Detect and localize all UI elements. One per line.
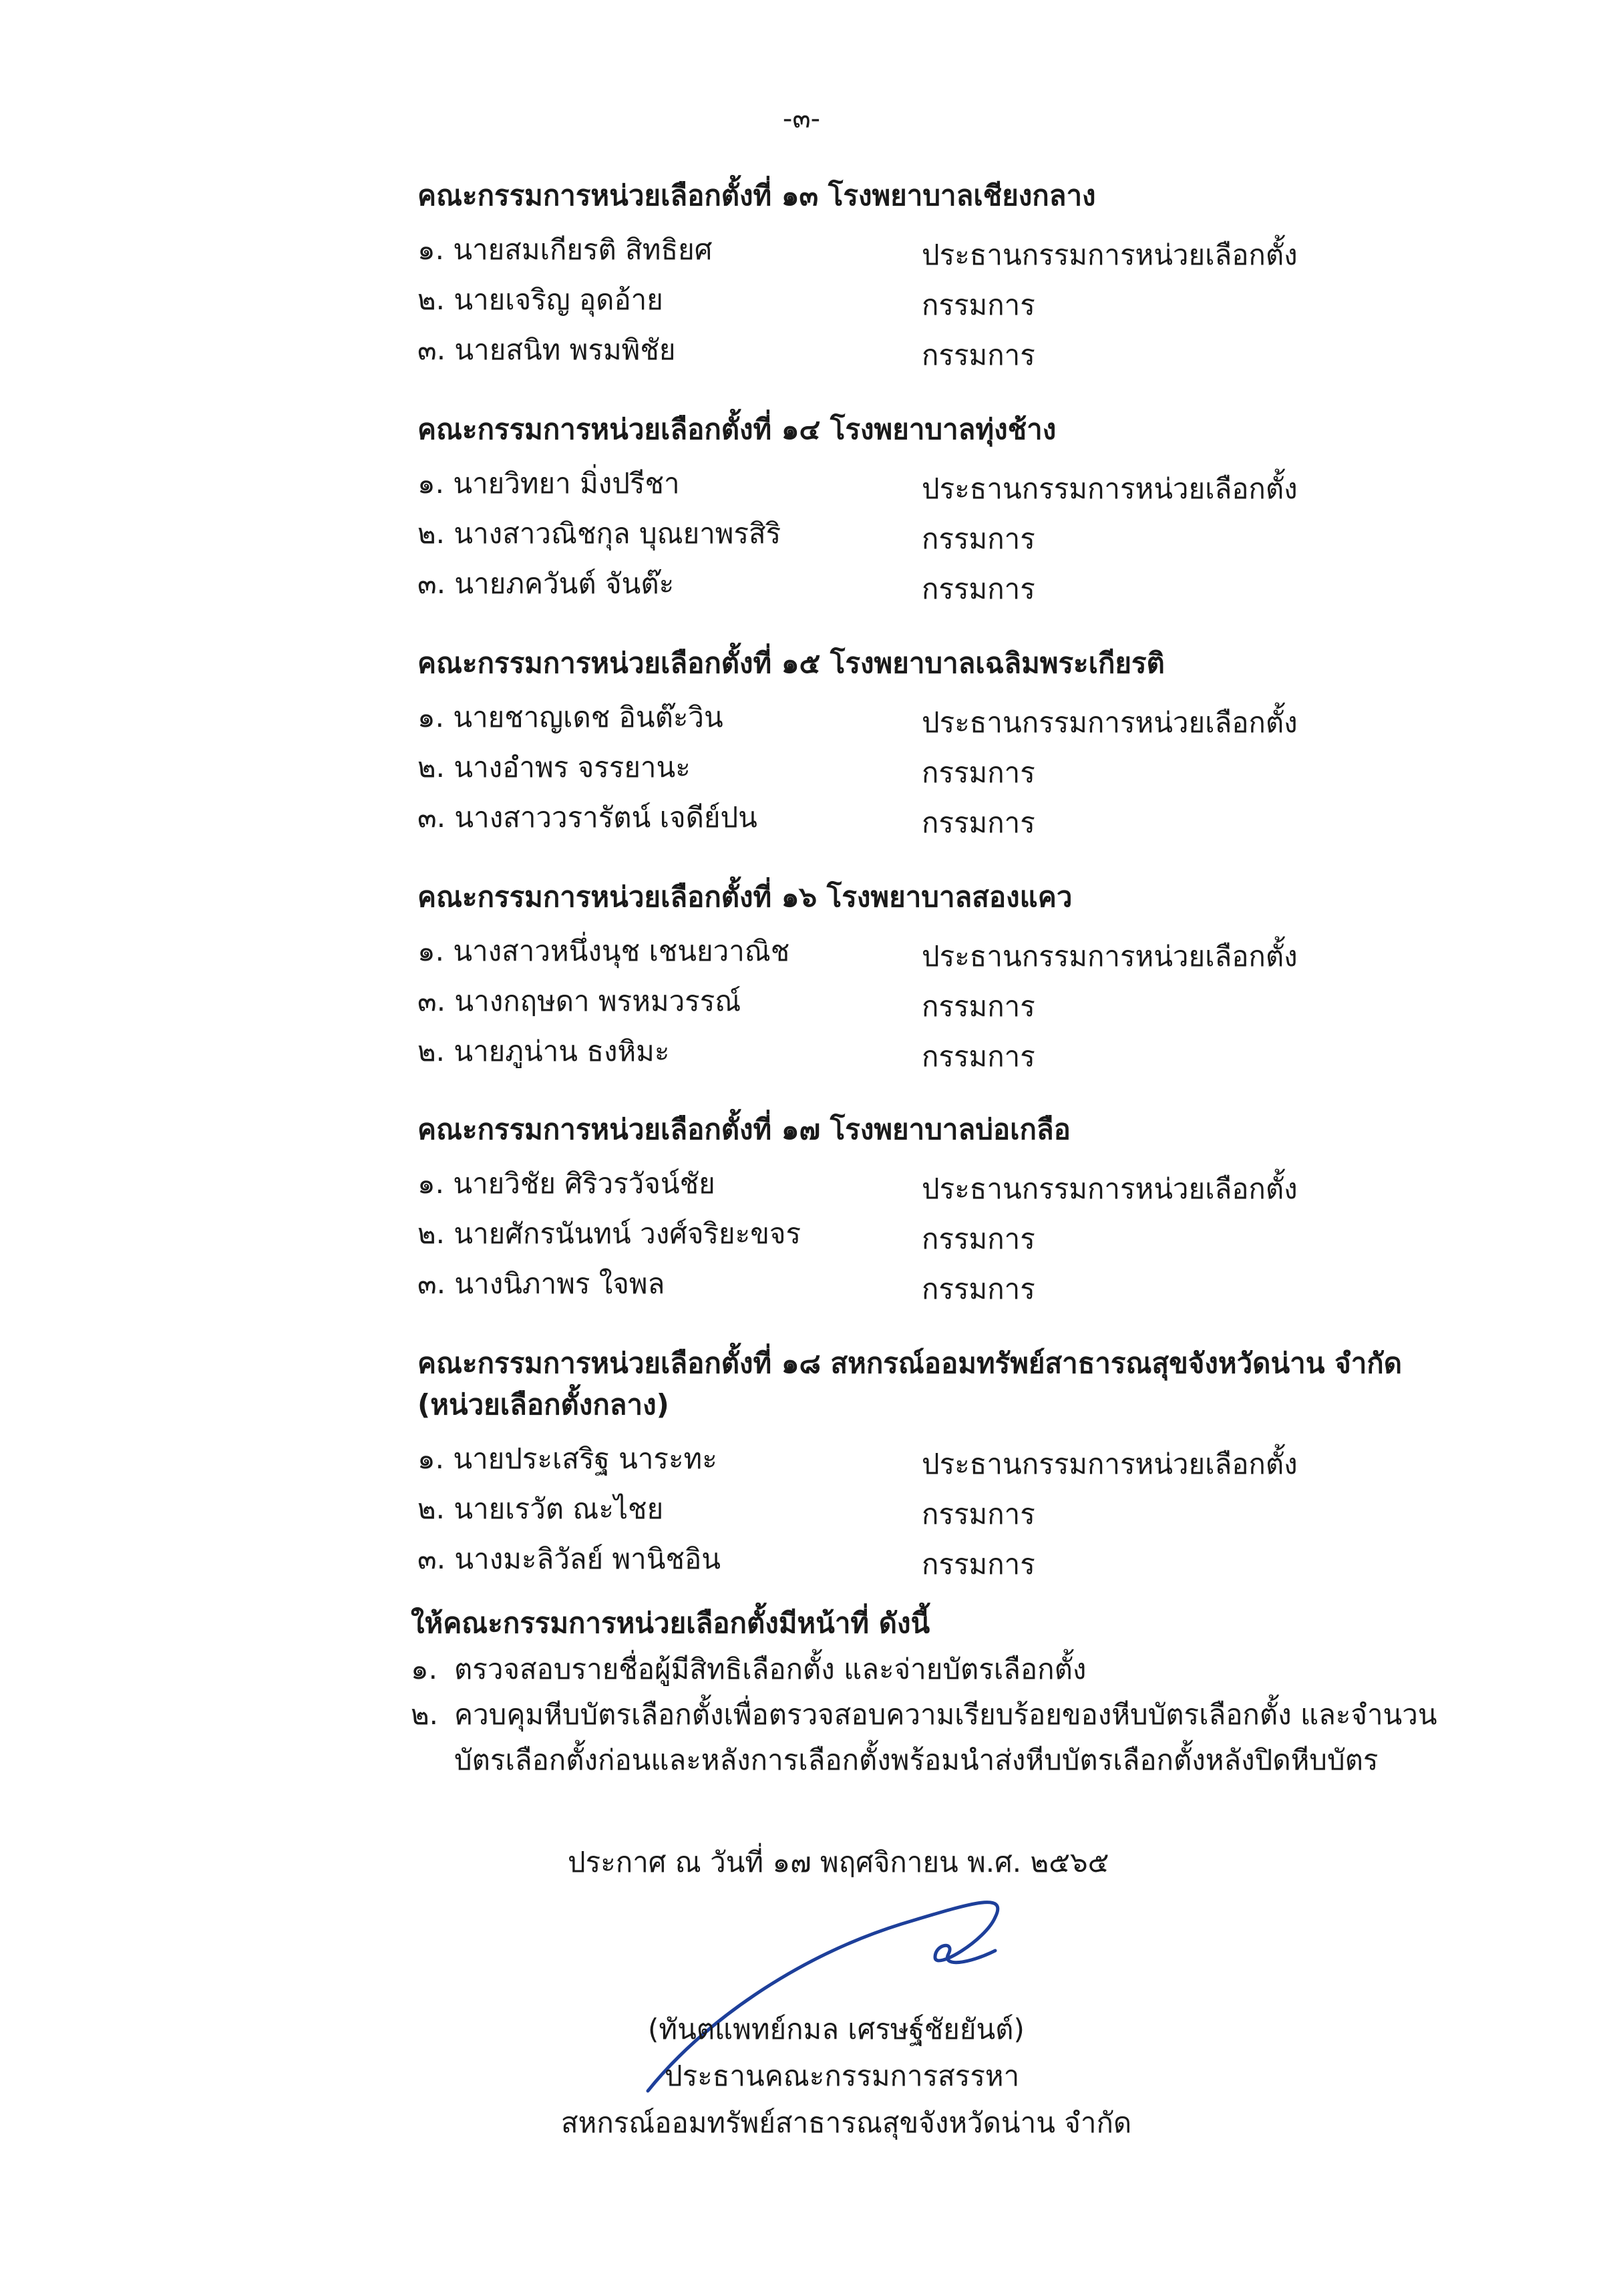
member-name: ๑. นายประเสริฐ นาระทะ [417,1442,717,1475]
member-name: ๑. นายชาญเดช อินต๊ะวิน [417,701,723,733]
member-row [417,1434,1486,1484]
member-row [417,1259,1486,1309]
member-row [417,926,1486,976]
member-name: ๓. นางมะลิวัลย์ พานิชอิน [417,1542,721,1575]
member-role: กรรมการ [922,289,1035,321]
member-row [417,976,1486,1026]
member-name: ๒. นางอำพร จรรยานะ [417,751,691,784]
member-name: ๓. นายภควันต์ จันต๊ะ [417,567,675,600]
member-role: กรรมการ [922,522,1035,555]
member-name: ๓. นายสนิท พรมพิชัย [417,333,676,366]
signatory-organization: สหกรณ์ออมทรัพย์สาธารณสุขจังหวัดน่าน จำกัด [561,2106,1132,2139]
member-row [417,325,1486,375]
committee-14 [417,409,1486,609]
member-name: ๒. นายเรวัต ณะไชย [417,1492,664,1525]
committee-18 [417,1343,1486,1584]
duty-item [411,1647,1453,1692]
member-role: กรรมการ [922,1273,1035,1305]
committee-title: คณะกรรมการหน่วยเลือกตั้งที่ ๑๘ สหกรณ์ออมทรัพย์สาธารณสุขจังหวัดน่าน จำกัด [417,1347,1402,1379]
duty-text: ตรวจสอบรายชื่อผู้มีสิทธิเลือกตั้ง และจ่ายบัตรเลือกตั้ง [454,1653,1087,1685]
member-role: กรรมการ [922,1548,1035,1581]
member-name: ๒. นายศักรนันทน์ วงศ์จริยะขจร [417,1217,801,1250]
committee-title: คณะกรรมการหน่วยเลือกตั้งที่ ๑๖ โรงพยาบาลสองแคว [417,880,1073,913]
committee-15 [417,643,1486,842]
duty-number: ๑. [411,1653,438,1685]
page-number: -๓- [782,104,821,134]
member-row [417,275,1486,325]
committee-title: คณะกรรมการหน่วยเลือกตั้งที่ ๑๗ โรงพยาบาลบ่อเกลือ [417,1113,1071,1146]
member-name: ๓. นางสาววรารัตน์ เจดีย์ปน [417,801,757,834]
member-name: ๑. นายวิทยา มิ่งปรีชา [417,467,680,500]
committee-13 [417,175,1486,375]
member-row [417,1484,1486,1534]
member-row [417,1026,1486,1076]
member-role: กรรมการ [922,990,1035,1023]
member-row [417,558,1486,609]
member-name: ๑. นายสมเกียรติ สิทธิยศ [417,233,713,266]
member-role: ประธานกรรมการหน่วยเลือกตั้ง [922,1448,1298,1480]
committee-16 [417,876,1486,1076]
signatory-name: (ทันตแพทย์กมล เศรษฐ์ชัยยันต์) [648,2013,1025,2045]
duties-section [411,1600,1453,1783]
member-row [417,1158,1486,1208]
member-role: กรรมการ [922,1040,1035,1073]
member-role: กรรมการ [922,1498,1035,1530]
member-role: ประธานกรรมการหน่วยเลือกตั้ง [922,472,1298,505]
member-role: กรรมการ [922,572,1035,605]
committee-subtitle: (หน่วยเลือกตั้งกลาง) [417,1388,669,1421]
member-role: ประธานกรรมการหน่วยเลือกตั้ง [922,940,1298,973]
member-role: กรรมการ [922,806,1035,839]
member-row [417,224,1486,275]
member-name: ๒. นายเจริญ อุดอ้าย [417,283,663,316]
member-role: กรรมการ [922,339,1035,371]
member-role: กรรมการ [922,756,1035,789]
member-role: กรรมการ [922,1222,1035,1255]
member-row [417,1208,1486,1259]
member-row [417,458,1486,508]
member-row [417,792,1486,842]
member-row [417,508,1486,558]
member-name: ๒. นางสาวณิชกุล บุณยาพรสิริ [417,517,781,550]
member-name: ๓. นางกฤษดา พรหมวรรณ์ [417,985,741,1017]
member-role: ประธานกรรมการหน่วยเลือกตั้ง [922,1172,1298,1205]
duty-text: ควบคุมหีบบัตรเลือกตั้งเพื่อตรวจสอบความเรียบร้อยของหีบบัตรเลือกตั้ง และจำนวนบัตรเลือกตั้งก่อนและหลังการเลือกตั้งพร้อมนำส่งหีบบัตรเลือกตั้งหลังปิดหีบบัตร [454,1698,1437,1776]
committee-title: คณะกรรมการหน่วยเลือกตั้งที่ ๑๓ โรงพยาบาลเชียงกลาง [417,179,1096,212]
announcement-date: ประกาศ ณ วันที่ ๑๗ พฤศจิกายน พ.ศ. ๒๕๖๕ [568,1846,1109,1878]
member-row [417,692,1486,742]
member-row [417,742,1486,792]
signatory-position: ประธานคณะกรรมการสรรหา [665,2060,1020,2092]
member-name: ๒. นายภูน่าน ธงหิมะ [417,1035,670,1068]
duty-number: ๒. [411,1698,439,1731]
member-name: ๓. นางนิภาพร ใจพล [417,1267,665,1300]
member-role: ประธานกรรมการหน่วยเลือกตั้ง [922,238,1298,271]
committee-17 [417,1109,1486,1309]
committee-title: คณะกรรมการหน่วยเลือกตั้งที่ ๑๕ โรงพยาบาลเฉลิมพระเกียรติ [417,647,1165,679]
member-role: ประธานกรรมการหน่วยเลือกตั้ง [922,706,1298,739]
member-name: ๑. นายวิชัย ศิริวรวัจน์ชัย [417,1167,715,1200]
duty-item [411,1692,1453,1783]
member-name: ๑. นางสาวหนึ่งนุช เชนยวาณิช [417,935,790,967]
duties-heading: ให้คณะกรรมการหน่วยเลือกตั้งมีหน้าที่ ดังนี้ [411,1607,930,1639]
committee-title: คณะกรรมการหน่วยเลือกตั้งที่ ๑๔ โรงพยาบาลทุ่งช้าง [417,413,1057,446]
member-row [417,1534,1486,1584]
